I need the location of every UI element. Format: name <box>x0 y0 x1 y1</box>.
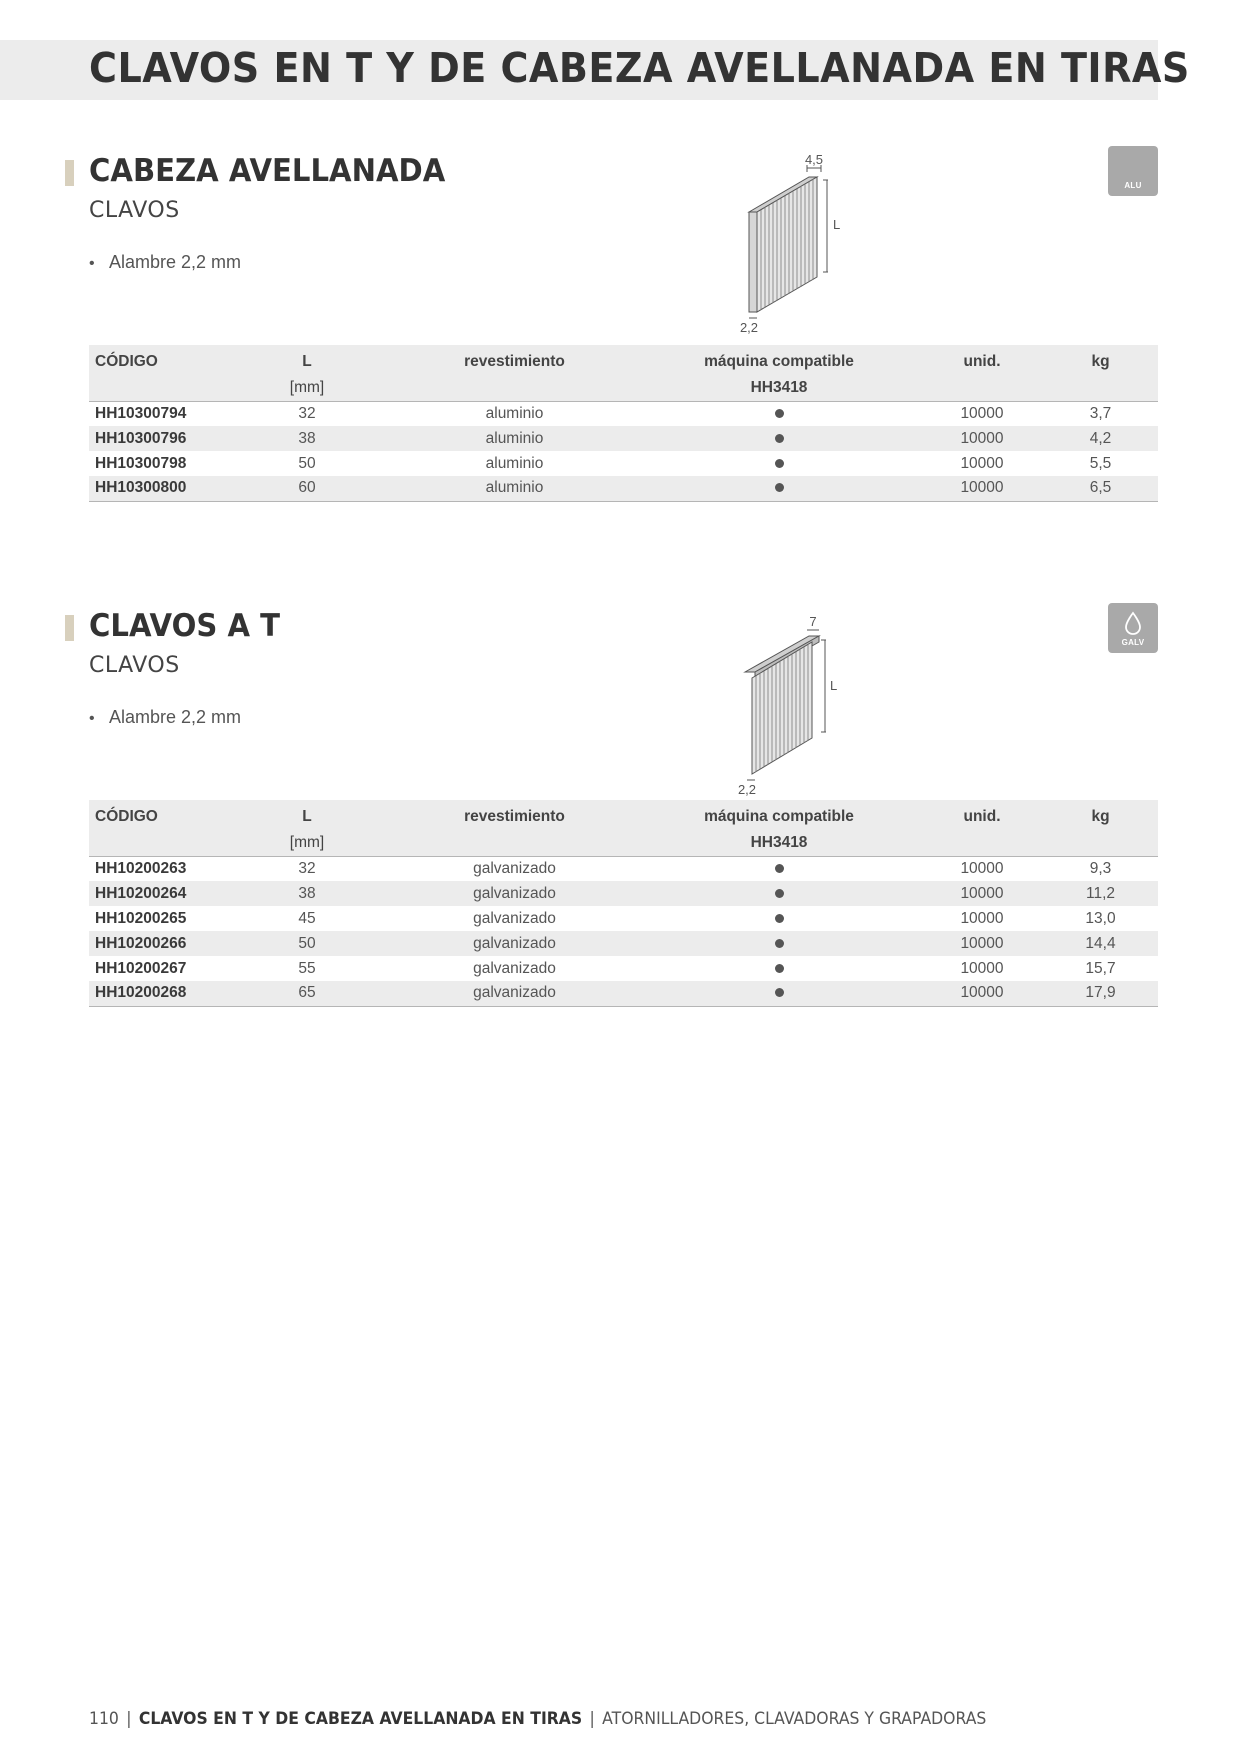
subheader <box>1043 375 1158 401</box>
footer-category: ATORNILLADORES, CLAVADORAS Y GRAPADORAS <box>602 1709 987 1729</box>
compatible-dot-icon <box>775 434 784 443</box>
table-row <box>89 931 1158 956</box>
cell-coating: galvanizado <box>473 959 556 977</box>
cell-machine <box>637 426 921 451</box>
table-row <box>89 426 1158 451</box>
col-header-length: L <box>222 345 392 375</box>
compatible-dot-icon <box>775 864 784 873</box>
cell-units: 10000 <box>960 959 1004 977</box>
cell-length: 55 <box>298 959 316 977</box>
alu-badge <box>1108 146 1158 196</box>
footer-chapter: CLAVOS EN T Y DE CABEZA AVELLANADA EN TIRAS <box>138 1709 583 1729</box>
cell-code: HH10200268 <box>89 981 222 1006</box>
bullet-dot-icon: • <box>89 710 95 727</box>
col-header-code: CÓDIGO <box>89 345 222 375</box>
page-number: 110 <box>89 1709 119 1729</box>
col-header-coating: revestimiento <box>392 800 637 830</box>
countersunk-nail-strip-diagram <box>735 150 845 335</box>
table-row <box>89 881 1158 906</box>
cell-coating: galvanizado <box>473 859 556 877</box>
cell-machine <box>637 401 921 426</box>
col-header-machine: máquina compatible <box>637 345 921 375</box>
compatible-dot-icon <box>775 409 784 418</box>
cell-code: HH10200264 <box>89 881 222 906</box>
cell-units: 10000 <box>960 454 1004 472</box>
cell-length: 32 <box>298 404 316 422</box>
cell-units: 10000 <box>960 859 1004 877</box>
table-row <box>89 956 1158 981</box>
subheader-machine-model: HH3418 <box>637 830 921 856</box>
subheader <box>1043 830 1158 856</box>
spec-bullet <box>89 252 241 273</box>
bullet-dot-icon: • <box>89 255 95 272</box>
cell-units: 10000 <box>921 426 1043 451</box>
bullet-text: Alambre 2,2 mm <box>109 252 242 272</box>
section-title: CLAVOS A T <box>89 608 281 644</box>
cell-machine <box>637 451 921 476</box>
table-row <box>89 401 1158 426</box>
page-footer <box>89 1709 986 1729</box>
col-header-units: unid. <box>921 345 1043 375</box>
bullet-text: Alambre 2,2 mm <box>109 707 242 727</box>
cell-length: 50 <box>222 931 392 956</box>
cell-machine <box>637 856 921 881</box>
col-header-code: CÓDIGO <box>89 800 222 830</box>
table-body <box>89 856 1158 1006</box>
subheader <box>392 830 637 856</box>
cell-units: 10000 <box>921 981 1043 1006</box>
cell-length: 38 <box>222 881 392 906</box>
table-body <box>89 401 1158 501</box>
cell-machine <box>637 476 921 501</box>
cell-kg: 5,5 <box>1089 454 1112 472</box>
table-row <box>89 451 1158 476</box>
cell-coating: galvanizado <box>473 909 556 927</box>
compatible-dot-icon <box>775 964 784 973</box>
cell-coating: aluminio <box>392 426 637 451</box>
cell-kg: 17,9 <box>1043 981 1158 1006</box>
col-header-machine: máquina compatible <box>637 800 921 830</box>
subheader-unit: [mm] <box>222 375 392 401</box>
cell-length: 32 <box>298 859 316 877</box>
cell-kg: 3,7 <box>1089 404 1112 422</box>
cell-kg: 6,5 <box>1043 476 1158 501</box>
cell-machine <box>637 981 921 1006</box>
cell-units: 10000 <box>921 931 1043 956</box>
spec-bullet <box>89 707 241 728</box>
compatible-dot-icon <box>775 988 784 997</box>
side-dim-label: L <box>833 217 841 232</box>
badge-label: ALU <box>1124 181 1142 190</box>
cell-code: HH10300796 <box>89 426 222 451</box>
cell-machine <box>637 906 921 931</box>
table-row <box>89 476 1158 501</box>
subheader-machine-model: HH3418 <box>637 375 921 401</box>
table-row <box>89 906 1158 931</box>
cell-code: HH10200267 <box>95 959 187 977</box>
compatible-dot-icon <box>775 889 784 898</box>
section-title: CABEZA AVELLANADA <box>89 153 446 189</box>
cell-coating: galvanizado <box>392 931 637 956</box>
cell-code: HH10200265 <box>95 909 187 927</box>
t-nail-strip-diagram <box>735 612 845 797</box>
cell-units: 10000 <box>960 909 1004 927</box>
compatible-dot-icon <box>775 483 784 492</box>
cell-length: 38 <box>222 426 392 451</box>
section-marker <box>65 615 74 641</box>
cell-kg: 4,2 <box>1043 426 1158 451</box>
subheader-unit: [mm] <box>222 830 392 856</box>
cell-coating: galvanizado <box>392 881 637 906</box>
cell-length: 45 <box>298 909 316 927</box>
bottom-dim-label: 2,2 <box>737 782 757 797</box>
cell-machine <box>637 931 921 956</box>
section-subtitle: CLAVOS <box>89 653 180 678</box>
cell-length: 65 <box>222 981 392 1006</box>
cell-code: HH10300798 <box>95 454 187 472</box>
cell-machine <box>637 956 921 981</box>
drop-icon <box>1123 611 1143 637</box>
col-header-kg: kg <box>1043 345 1158 375</box>
cell-kg: 14,4 <box>1043 931 1158 956</box>
col-header-coating: revestimiento <box>392 345 637 375</box>
subheader <box>89 830 222 856</box>
top-dim-label: 4,5 <box>804 152 824 167</box>
cell-code: HH10200263 <box>95 859 187 877</box>
cell-coating: aluminio <box>392 476 637 501</box>
section-subtitle: CLAVOS <box>89 198 180 223</box>
cell-units: 10000 <box>921 881 1043 906</box>
side-dim-label: L <box>830 678 838 693</box>
cell-kg: 15,7 <box>1085 959 1116 977</box>
subheader <box>921 375 1043 401</box>
table-row <box>89 856 1158 881</box>
cell-coating: galvanizado <box>392 981 637 1006</box>
col-header-kg: kg <box>1043 800 1158 830</box>
cell-code: HH10300800 <box>89 476 222 501</box>
cell-length: 50 <box>298 454 316 472</box>
cell-code: HH10200266 <box>89 931 222 956</box>
col-header-length: L <box>222 800 392 830</box>
compatible-dot-icon <box>775 939 784 948</box>
cell-coating: aluminio <box>485 454 544 472</box>
cell-code: HH10300794 <box>95 404 187 422</box>
subheader <box>392 375 637 401</box>
compatible-dot-icon <box>775 914 784 923</box>
table-row <box>89 981 1158 1006</box>
footer-separator: | <box>126 1709 132 1729</box>
section-marker <box>65 160 74 186</box>
cell-kg: 13,0 <box>1085 909 1116 927</box>
cell-kg: 9,3 <box>1089 859 1112 877</box>
cell-units: 10000 <box>960 404 1004 422</box>
cell-kg: 11,2 <box>1043 881 1158 906</box>
compatible-dot-icon <box>775 459 784 468</box>
subheader <box>89 375 222 401</box>
cell-length: 60 <box>222 476 392 501</box>
cell-machine <box>637 881 921 906</box>
subheader <box>921 830 1043 856</box>
countersunk-nails-table <box>89 345 1158 502</box>
bottom-dim-label: 2,2 <box>739 320 759 335</box>
footer-separator: | <box>589 1709 595 1729</box>
col-header-units: unid. <box>921 800 1043 830</box>
cell-coating: aluminio <box>485 404 544 422</box>
cell-units: 10000 <box>921 476 1043 501</box>
top-dim-label: 7 <box>809 614 817 629</box>
galv-badge <box>1108 603 1158 653</box>
badge-label: GALV <box>1121 638 1145 647</box>
t-nails-table <box>89 800 1158 1007</box>
page-title: CLAVOS EN T Y DE CABEZA AVELLANADA EN TIRAS <box>89 44 1190 92</box>
